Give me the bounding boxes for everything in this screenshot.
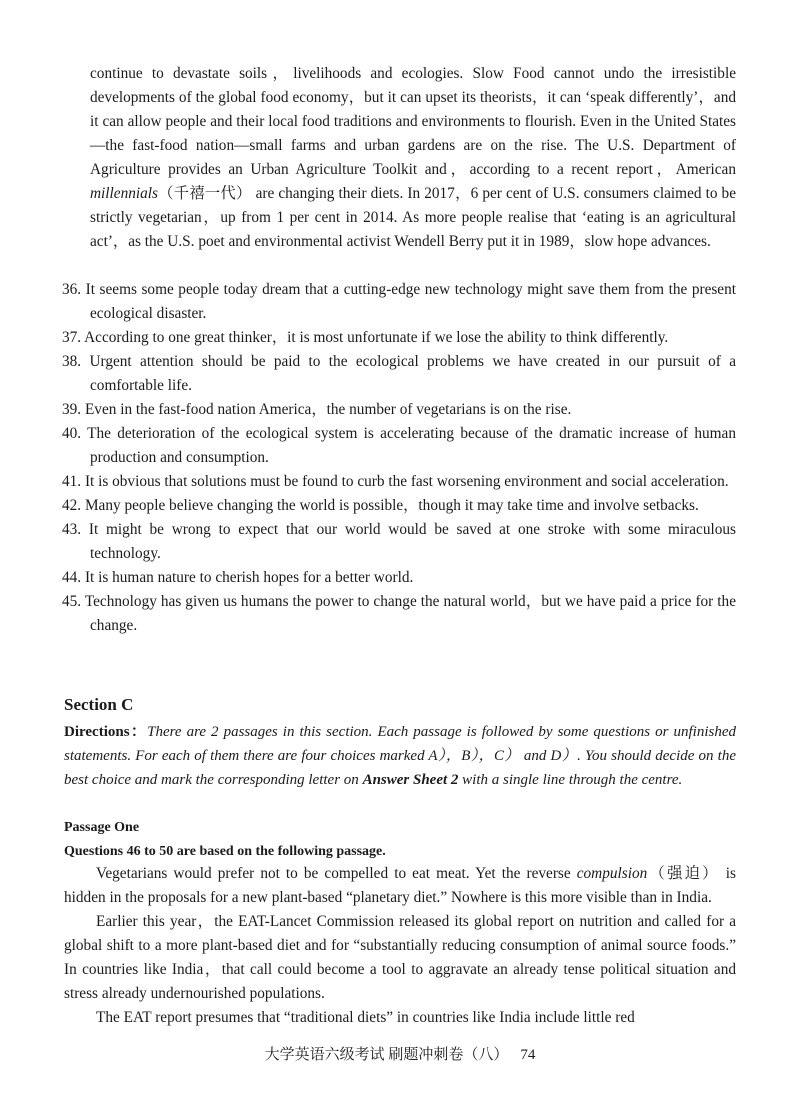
passage-paragraph-2: Earlier this year，the EAT-Lancet Commission released its global report on nutrition and called for a global shift to a more plant-based diet and for “substantially reducing consumption of animal source foods.” In countries like India，that call could become a tool to aggravate an already tense political situation and stress already undernourished populations. — [64, 913, 736, 1002]
compulsion-gloss: （强迫） — [647, 865, 720, 882]
page-number: 74 — [520, 1047, 536, 1063]
answer-sheet-ref: Answer Sheet 2 — [362, 772, 459, 788]
statement-38: 38. Urgent attention should be paid to the ecological problems we have created in our pursuit of a comfortable life. — [62, 353, 736, 394]
passage-one-body — [64, 862, 736, 1030]
p1-text-b: is hidden in the proposals for a new plant-based “planetary diet.” Nowhere is this more visible than in India. — [64, 865, 736, 906]
statement-44: 44. It is human nature to cherish hopes for a better world. — [62, 569, 414, 586]
statement-39: 39. Even in the fast-food nation America，the number of vegetarians is on the rise. — [62, 401, 572, 418]
millennials-term: millennials — [90, 185, 158, 202]
statement-41: 41. It is obvious that solutions must be found to curb the fast worsening environment and social acceleration. — [62, 473, 729, 490]
statement-42: 42. Many people believe changing the world is possible，though it may take time and involve setbacks. — [62, 497, 699, 514]
statement-37: 37. According to one great thinker，it is most unfortunate if we lose the ability to think differently. — [62, 329, 669, 346]
passage-paragraph-1 — [64, 862, 736, 910]
passage-paragraph-3: The EAT report presumes that “traditional diets” in countries like India include little red — [96, 1009, 635, 1026]
compulsion-term: compulsion — [576, 865, 648, 882]
questions-range-line: Questions 46 to 50 are based on the following passage. — [64, 844, 386, 859]
passage-continuation — [90, 62, 736, 254]
continuation-text-1: continue to devastate soils，livelihoods and ecologies. Slow Food cannot undo the irresistible developments of the global food economy，but it can upset its theorists，it can ‘speak differently’，and it can allow people and their local food traditions and environments to flourish. Even in the United States—the fast-food nation—small farms and urban gardens are on the rise. The U.S. Department of Agriculture provides an Urban Agriculture Toolkit and，according to a recent report，American — [90, 65, 736, 178]
statement-45: 45. Technology has given us humans the power to change the natural world，but we have paid a price for the change. — [62, 593, 736, 634]
passage-one-title: Passage One — [64, 820, 140, 835]
directions-text-2: with a single line through the centre. — [458, 772, 683, 788]
section-c-title: Section C — [64, 695, 134, 714]
directions — [64, 720, 736, 792]
directions-label: Directions： — [64, 724, 148, 740]
footer-title: 大学英语六级考试 刷题冲刺卷（八） — [264, 1047, 509, 1063]
page-footer — [0, 1044, 800, 1066]
statement-40: 40. The deterioration of the ecological system is accelerating because of the dramatic increase of human production and consumption. — [62, 425, 736, 466]
millennials-gloss: （千禧一代） — [158, 185, 252, 202]
p1-text-a: Vegetarians would prefer not to be compelled to eat meat. Yet the reverse — [96, 865, 577, 882]
statement-36: 36. It seems some people today dream that a cutting-edge new technology might save them from the present ecological disaster. — [62, 281, 736, 322]
statement-43: 43. It might be wrong to expect that our world would be saved at one stroke with some miraculous technology. — [62, 521, 736, 562]
directions-text-1: There are 2 passages in this section. Each passage is followed by some questions or unfinished statements. For each of them there are four choices marked A），B），C） and D）. You should decide on the best choice and mark the corresponding letter on — [64, 724, 736, 788]
continuation-text-2: are changing their diets. In 2017，6 per cent of U.S. consumers claimed to be strictly vegetarian，up from 1 per cent in 2014. As more people realise that ‘eating is an agricultural act’，as the U.S. poet and environmental activist Wendell Berry put it in 1989，slow hope advances. — [90, 185, 736, 250]
statement-list — [62, 278, 736, 638]
